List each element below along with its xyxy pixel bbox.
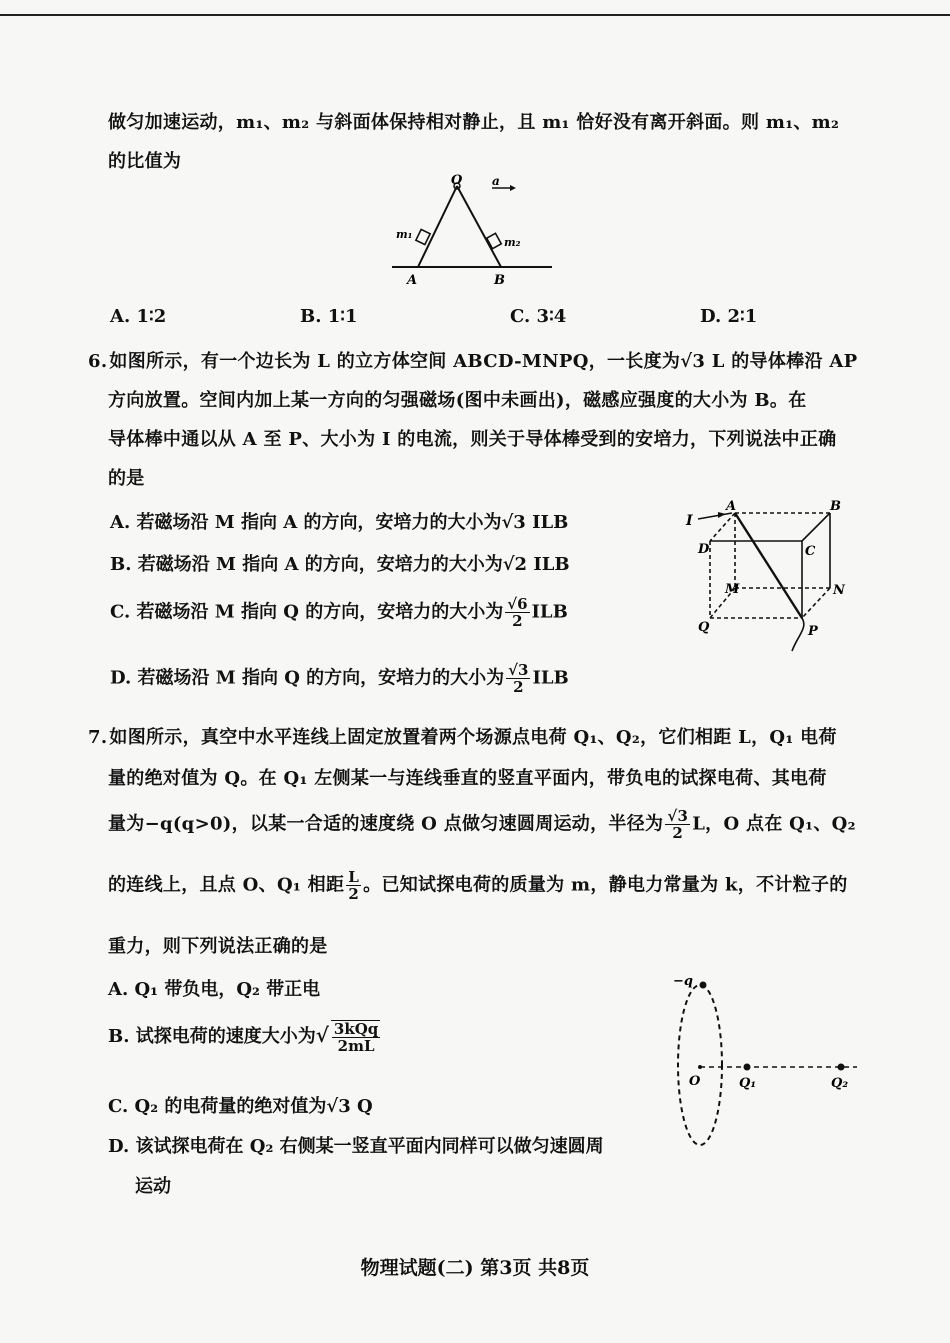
q7-option-b-radical: √	[315, 1023, 329, 1047]
q7-number: 7.	[88, 727, 108, 748]
q6-label-I: I	[686, 513, 693, 529]
q6-label-D: D	[698, 542, 710, 557]
q7-option-b-text: B. 试探电荷的速度大小为	[108, 1026, 316, 1047]
q7-line-3-text: 量为−q(q>0)，以某一合适的速度绕 O 点做匀速圆周运动，半径为	[108, 813, 664, 835]
q6-option-d	[110, 662, 569, 695]
q5-option-b: B. 1∶1	[300, 306, 358, 327]
q7-radius-fraction	[665, 808, 690, 841]
q7-label-Q2: Q₂	[831, 1076, 849, 1091]
q5-incline-figure	[380, 172, 570, 292]
page-footer: 物理试题(二) 第3页 共8页	[360, 1257, 590, 1279]
q6-option-c-fraction	[505, 596, 529, 629]
q7-option-c: C. Q₂ 的电荷量的绝对值为√3 Q	[108, 1096, 373, 1117]
q6-option-d-unit: ILB	[532, 667, 569, 689]
q7-line-4	[108, 869, 848, 902]
q5-option-c: C. 3∶4	[510, 306, 567, 327]
q6-option-c-numerator: √6	[507, 595, 528, 613]
q5-label-B: B	[494, 273, 505, 288]
q7-distance-denominator: 2	[348, 885, 360, 903]
q7-line-1	[88, 723, 837, 749]
q5-label-O: O	[451, 173, 463, 188]
q5-label-a: a	[492, 174, 500, 188]
q6-label-A: A	[726, 499, 737, 514]
q7-option-b-denominator: 2mL	[337, 1037, 375, 1055]
q7-line-3	[108, 808, 856, 841]
q5-line-2: 的比值为	[108, 151, 182, 172]
q6-option-c-text: C. 若磁场沿 M 指向 Q 的方向，安培力的大小为	[110, 601, 504, 623]
q7-label-minus-q: −q	[673, 974, 693, 989]
q6-line-2: 方向放置。空间内加上某一方向的匀强磁场(图中未画出)，磁感应强度的大小为 B。在	[108, 390, 807, 411]
q6-option-d-denominator: 2	[513, 678, 524, 696]
q5-label-A: A	[407, 273, 418, 288]
q7-line-2: 量的绝对值为 Q。在 Q₁ 左侧某一与连线垂直的竖直平面内，带负电的试探电荷、其电荷	[108, 768, 827, 789]
q7-option-b-fraction	[331, 1020, 380, 1054]
q6-option-c	[110, 596, 568, 629]
q6-label-N: N	[833, 583, 845, 598]
q7-distance-fraction	[346, 869, 361, 902]
q7-option-d-line-2: 运动	[135, 1176, 171, 1197]
q5-label-m2: m₂	[504, 236, 521, 249]
q6-label-P: P	[808, 624, 818, 639]
q6-option-c-denominator: 2	[512, 612, 523, 630]
q7-line-1-text: 如图所示，真空中水平连线上固定放置着两个场源点电荷 Q₁、Q₂，它们相距 L，Q₁ 电荷	[109, 727, 837, 748]
q6-label-M: M	[725, 582, 740, 597]
q6-option-d-text: D. 若磁场沿 M 指向 Q 的方向，安培力的大小为	[110, 667, 505, 689]
q6-option-d-numerator: √3	[508, 661, 529, 679]
q7-radius-denominator: 2	[672, 824, 684, 842]
q6-label-C: C	[805, 544, 816, 559]
q6-line-3: 导体棒中通以从 A 至 P、大小为 I 的电流，则关于导体棒受到的安培力，下列说法中正确	[108, 429, 837, 450]
q6-option-c-unit: ILB	[531, 601, 568, 623]
q7-line-5: 重力，则下列说法正确的是	[108, 936, 328, 957]
q7-line-4-text: 的连线上，且点 O、Q₁ 相距	[108, 874, 345, 896]
q6-option-d-fraction	[506, 662, 530, 695]
q7-option-b-numerator: 3kQq	[333, 1020, 379, 1038]
q6-number: 6.	[88, 351, 108, 372]
q6-cube-figure	[680, 493, 860, 658]
q7-option-a: A. Q₁ 带负电，Q₂ 带正电	[108, 979, 321, 1000]
q5-label-m1: m₁	[396, 228, 413, 241]
q6-line-4: 的是	[108, 468, 145, 489]
q6-option-b: B. 若磁场沿 M 指向 A 的方向，安培力的大小为√2 ILB	[110, 554, 570, 575]
q7-option-d-line-1: D. 该试探电荷在 Q₂ 右侧某一竖直平面内同样可以做匀速圆周	[108, 1136, 604, 1157]
q5-option-a: A. 1∶2	[110, 306, 167, 327]
q7-label-Q1: Q₁	[739, 1076, 757, 1091]
q6-label-B: B	[830, 499, 841, 514]
q7-charges-figure	[665, 965, 865, 1150]
top-border-line	[0, 14, 950, 16]
q7-line-3-tail: L，O 点在 Q₁、Q₂	[692, 813, 856, 835]
q7-line-4-tail: 。已知试探电荷的质量为 m，静电力常量为 k，不计粒子的	[363, 874, 848, 896]
q6-label-Q: Q	[698, 620, 710, 635]
q5-line-1: 做匀加速运动，m₁、m₂ 与斜面体保持相对静止，且 m₁ 恰好没有离开斜面。则 m₁、m₂	[108, 112, 840, 133]
q7-option-b	[108, 1020, 382, 1054]
q5-option-d: D. 2∶1	[700, 306, 758, 327]
q6-option-a: A. 若磁场沿 M 指向 A 的方向，安培力的大小为√3 ILB	[110, 512, 569, 533]
q7-label-O: O	[689, 1074, 701, 1089]
q7-distance-numerator: L	[348, 868, 360, 886]
q6-line-1-text: 如图所示，有一个边长为 L 的立方体空间 ABCD-MNPQ，一长度为√3 L 的导体棒沿 AP	[109, 351, 858, 372]
q6-line-1	[88, 347, 857, 373]
q7-radius-numerator: √3	[667, 807, 689, 825]
